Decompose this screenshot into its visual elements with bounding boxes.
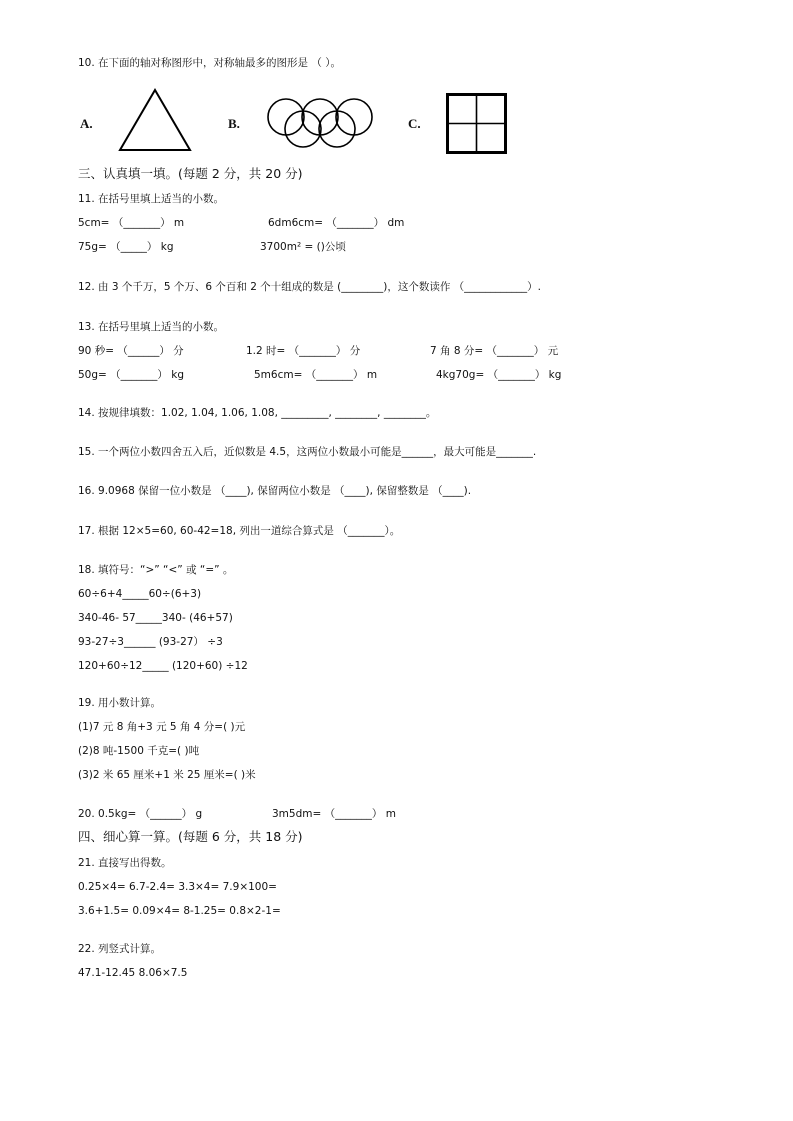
q18-text: 18. 填符号：“>” “<” 或 “=” 。 bbox=[78, 564, 234, 576]
section-3-heading: 三、认真填一填。(每题 2 分，共 20 分) bbox=[78, 166, 303, 181]
q19-item: (2)8 吨-1500 千克=( )吨 bbox=[78, 745, 200, 757]
q20-item: 3m5dm= （_______） m bbox=[272, 808, 396, 820]
q11-text: 11. 在括号里填上适当的小数。 bbox=[78, 193, 225, 205]
q12-text: 12. 由 3 个千万，5 个万、6 个百和 2 个十组成的数是 (________)，这个数读作 （____________）. bbox=[78, 281, 541, 293]
q19-item: (1)7 元 8 角+3 元 5 角 4 分=( )元 bbox=[78, 721, 246, 733]
q13-item: 7 角 8 分= （_______） 元 bbox=[430, 345, 559, 357]
q16-text: 16. 9.0968 保留一位小数是 （____), 保留两位小数是 （____), 保留整数是 （____). bbox=[78, 485, 472, 497]
q11-item: 5cm= （_______） m bbox=[78, 217, 185, 229]
q18-item: 340-46- 57_____340- (46+57) bbox=[78, 612, 233, 624]
option-c-label: C. bbox=[408, 116, 421, 131]
q14-text: 14. 按规律填数：1.02, 1.04, 1.06, 1.08, _________, ________, ________。 bbox=[78, 407, 437, 419]
q21-text: 21. 直接写出得数。 bbox=[78, 857, 172, 869]
q18-item: 93-27÷3______ (93-27） ÷3 bbox=[78, 636, 223, 648]
q18-item: 120+60÷12_____ (120+60) ÷12 bbox=[78, 660, 248, 672]
option-b-label: B. bbox=[228, 116, 240, 131]
q20-item: 20. 0.5kg= （______） g bbox=[78, 808, 203, 820]
q22-row: 47.1-12.45 8.06×7.5 bbox=[78, 967, 188, 979]
q13-item: 4kg70g= （_______） kg bbox=[436, 369, 562, 381]
q19-item: (3)2 米 65 厘米+1 米 25 厘米=( )米 bbox=[78, 769, 256, 781]
square-grid-figure bbox=[446, 93, 508, 154]
q13-item: 5m6cm= （_______） m bbox=[254, 369, 378, 381]
q21-row: 0.25×4= 6.7-2.4= 3.3×4= 7.9×100= bbox=[78, 881, 277, 893]
q13-item: 50g= （_______） kg bbox=[78, 369, 184, 381]
q19-text: 19. 用小数计算。 bbox=[78, 697, 162, 709]
q11-item: 6dm6cm= （_______） dm bbox=[268, 217, 405, 229]
q13-text: 13. 在括号里填上适当的小数。 bbox=[78, 321, 225, 333]
option-a-label: A. bbox=[80, 116, 93, 131]
q17-text: 17. 根据 12×5=60, 60-42=18, 列出一道综合算式是 （_______）。 bbox=[78, 525, 401, 537]
q11-item: 3700m² = ()公顷 bbox=[260, 241, 346, 253]
q11-item: 75g= （_____） kg bbox=[78, 241, 174, 253]
triangle-figure bbox=[118, 88, 192, 152]
q13-item: 90 秒= （______） 分 bbox=[78, 345, 184, 357]
q15-text: 15. 一个两位小数四舍五入后，近似数是 4.5，这两位小数最小可能是______，最大可能是_______. bbox=[78, 446, 537, 458]
section-4-heading: 四、细心算一算。(每题 6 分，共 18 分) bbox=[78, 829, 303, 844]
q18-item: 60÷6+4_____60÷(6+3) bbox=[78, 588, 202, 600]
q10-text: 10. 在下面的轴对称图形中，对称轴最多的图形是 （ ）。 bbox=[78, 57, 341, 69]
q22-text: 22. 列竖式计算。 bbox=[78, 943, 162, 955]
q13-item: 1.2 时= （_______） 分 bbox=[246, 345, 361, 357]
olympic-rings-figure bbox=[266, 97, 374, 149]
q21-row: 3.6+1.5= 0.09×4= 8-1.25= 0.8×2-1= bbox=[78, 905, 281, 917]
